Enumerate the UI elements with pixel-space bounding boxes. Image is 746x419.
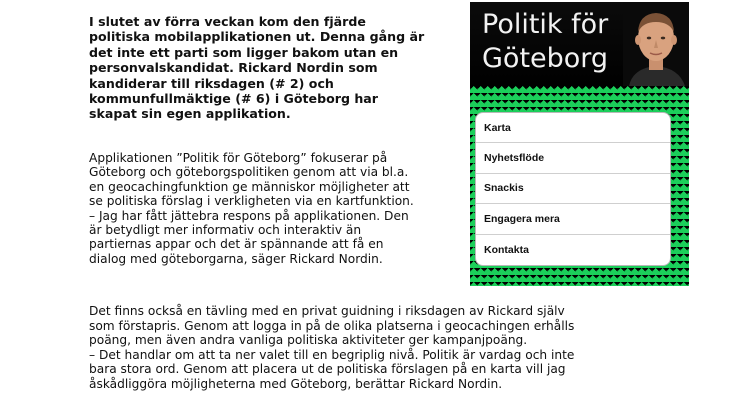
lead-line: det inte ett parti som ligger bakom utan en	[89, 44, 399, 60]
menu-item-engagera-mera[interactable]: Engagera mera	[476, 204, 670, 234]
lead-line: politiska mobilapplikationen ut. Denna gång är	[89, 29, 425, 45]
paragraph-line: en geocachingfunktion ge människor möjligheter att	[89, 179, 410, 194]
candidate-portrait	[623, 2, 689, 86]
paragraph-line: se politiska förslag i verkligheten via en kartfunktion.	[89, 194, 414, 209]
paragraph-line: poäng, men även andra vanliga politiska aktiviteter ger kampanjpoäng.	[89, 333, 528, 347]
paragraph-line: åskådliggöra möjligheterna med Göteborg, berättar Rickard Nordin.	[89, 376, 503, 391]
lead-line: kandiderar till riksdagen (# 2) och	[89, 75, 334, 91]
article-paragraph-1	[89, 151, 460, 266]
paragraph-line: Göteborg och göteborgspolitiken genom att via bl.a.	[89, 165, 409, 180]
lead-line: I slutet av förra veckan kom den fjärde	[89, 14, 366, 29]
menu-item-snackis[interactable]: Snackis	[476, 174, 670, 204]
app-menu	[475, 112, 671, 266]
menu-item-karta[interactable]: Karta	[476, 113, 670, 143]
app-header	[470, 2, 689, 86]
app-title-line-1: Politik för	[482, 9, 609, 40]
paragraph-line: är betydligt mer informativ och interaktiv än	[89, 223, 362, 238]
lead-line: personvalskandidat. Rickard Nordin som	[89, 60, 378, 76]
paragraph-line: – Jag har fått jättebra respons på applikationen. Den	[89, 208, 409, 223]
app-title	[482, 8, 622, 76]
paragraph-line: Det finns också en tävling med en privat guidning i riksdagen av Rickard själv	[89, 304, 565, 318]
app-screenshot	[470, 2, 689, 286]
lead-line: skapat sin egen applikation.	[89, 106, 291, 122]
menu-item-nyhetsflode[interactable]: Nyhetsflöde	[476, 143, 670, 173]
paragraph-line: partiernas appar och det är spännande att få en	[89, 237, 384, 252]
paragraph-line: som förstapris. Genom att logga in på de olika platserna i geocachingen erhålls	[89, 318, 575, 333]
paragraph-line: Applikationen ”Politik för Göteborg” fokuserar på	[89, 151, 388, 165]
paragraph-line: dialog med göteborgarna, säger Rickard Nordin.	[89, 251, 383, 266]
paragraph-line: bara stora ord. Genom att placera ut de politiska förslagen på en karta vill jag	[89, 362, 566, 376]
app-title-line-2: Göteborg	[482, 43, 609, 74]
paragraph-line: – Det handlar om att ta ner valet till en begriplig nivå. Politik är vardag och inte	[89, 347, 575, 362]
lead-line: kommunfullmäktige (# 6) i Göteborg har	[89, 91, 379, 107]
article-lead	[89, 14, 449, 122]
article-paragraph-2	[89, 304, 661, 391]
menu-item-kontakta[interactable]: Kontakta	[484, 243, 529, 256]
